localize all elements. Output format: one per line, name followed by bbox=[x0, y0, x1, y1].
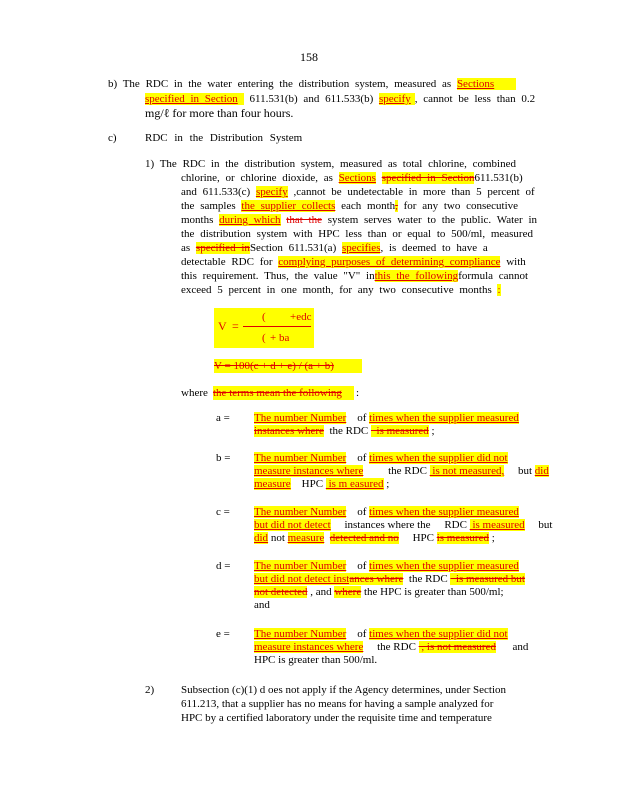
inserted-text: did bbox=[534, 465, 549, 477]
plain-text: the RDC bbox=[403, 573, 451, 585]
formula-struck: V = 100(c + d + e) / (a + b) bbox=[214, 359, 362, 373]
page-number: 158 bbox=[300, 50, 318, 64]
plain-text: the RDC bbox=[363, 465, 430, 477]
plain-text: and bbox=[495, 641, 529, 653]
b-tail: , cannot be less than 0.2 bbox=[414, 93, 536, 105]
c1-cite-1: 611.531(b) bbox=[474, 172, 523, 184]
inserted-text: The number Number bbox=[254, 452, 347, 464]
inserted-text: times when the supplier measured bbox=[369, 506, 519, 518]
c1-delete-specified-in: specified in bbox=[195, 242, 250, 254]
c1-line6: the distribution system with HPC less than or equal to 500/ml, measured bbox=[181, 228, 533, 240]
definition-key: e = bbox=[216, 628, 230, 640]
c1-detectable: detectable RDC for bbox=[181, 256, 273, 268]
where-label: where bbox=[181, 387, 208, 399]
inserted-text: times when the supplier did not bbox=[369, 628, 508, 640]
c1-cite-2: and 611.533(c) bbox=[181, 186, 251, 198]
plain-text bbox=[324, 532, 330, 544]
c1-with: with bbox=[506, 256, 526, 268]
plain-text: of bbox=[346, 452, 370, 464]
plain-text: ; bbox=[383, 478, 390, 490]
formula-denominator: + ba bbox=[270, 332, 290, 344]
c1-cite-3: Section 611.531(a) bbox=[249, 242, 337, 254]
inserted-text: but did not detect bbox=[254, 519, 331, 531]
definition-line bbox=[254, 598, 270, 612]
c1-line1: 1) The RDC in the distribution system, measured as total chlorine, combined bbox=[145, 158, 516, 170]
inserted-text: times when the supplier did not bbox=[369, 452, 508, 464]
plain-text: but bbox=[524, 519, 553, 531]
inserted-text: times when the supplier measured bbox=[369, 560, 519, 572]
plain-text: ; bbox=[428, 425, 435, 437]
plain-text: not bbox=[268, 532, 288, 544]
inserted-text: The number Number bbox=[254, 506, 347, 518]
c2-line3: HPC by a certified laboratory under the requisite time and temperature bbox=[181, 712, 492, 724]
inserted-text: The number Number bbox=[254, 412, 347, 424]
formula-equals: = bbox=[232, 319, 239, 333]
c1-line10: exceed 5 percent in one month, for any two consecutive months bbox=[181, 284, 492, 296]
c1-line7-tail: , is deemed to have a bbox=[380, 242, 488, 254]
plain-text: instances where the RDC bbox=[330, 519, 470, 531]
c1-line3-text: ,cannot be undetectable in more than 5 percent of bbox=[293, 186, 535, 198]
plain-text: HPC is greater than 500/ml. bbox=[254, 654, 378, 666]
plain-text: of bbox=[346, 628, 370, 640]
c1-delete-that: that the bbox=[286, 214, 322, 226]
formula-numerator: +edc bbox=[290, 311, 312, 323]
deleted-text: is measured but bbox=[450, 573, 525, 585]
deleted-text: is measured bbox=[436, 532, 489, 544]
deleted-text: is measured bbox=[371, 425, 429, 437]
c1-months: months bbox=[181, 214, 214, 226]
formula-fraction-bar bbox=[243, 326, 311, 327]
c1-colon: : bbox=[497, 284, 501, 296]
c1-insert-sections: Sections bbox=[338, 172, 376, 184]
c1-insert-following: this the following bbox=[374, 270, 459, 282]
c2-label: 2) bbox=[145, 684, 155, 696]
formula-numerator-open: ( bbox=[262, 311, 266, 323]
plain-text: but bbox=[504, 465, 535, 477]
c1-each-month: each month bbox=[341, 200, 396, 212]
deleted-text: not detected bbox=[254, 586, 308, 598]
c1-insert-during: during which bbox=[219, 214, 281, 226]
definition-line bbox=[254, 477, 389, 491]
section-c-heading: RDC in the Distribution System bbox=[145, 132, 303, 144]
b-insert-sections: Sections bbox=[457, 78, 516, 90]
c1-formula-cannot: formula cannot bbox=[458, 270, 529, 282]
definition-line bbox=[254, 640, 528, 654]
b-insert-specified: specified in Section bbox=[145, 93, 244, 105]
plain-text: HPC bbox=[398, 532, 437, 544]
deleted-text: detected and no bbox=[329, 532, 399, 544]
definition-key: b = bbox=[216, 452, 231, 464]
plain-text: ; bbox=[488, 532, 495, 544]
c1-as: as bbox=[181, 242, 191, 254]
section-c-label: c) bbox=[108, 132, 117, 144]
definition-line bbox=[254, 424, 435, 438]
inserted-text: The number Number bbox=[254, 628, 347, 640]
definition-line bbox=[254, 464, 549, 478]
inserted-text: times when the supplier measured bbox=[369, 412, 519, 424]
plain-text: and bbox=[254, 599, 270, 611]
formula-v: V bbox=[218, 319, 227, 333]
plain-text: HPC bbox=[290, 478, 326, 490]
inserted-text: is m easured bbox=[325, 478, 384, 490]
plain-text: of bbox=[346, 506, 370, 518]
where-colon: : bbox=[356, 387, 360, 399]
inserted-text: The number Number bbox=[254, 560, 347, 572]
c1-line2-text: chlorine, or chlorine dioxide, as bbox=[181, 172, 333, 184]
inserted-text: measure instances where bbox=[254, 465, 364, 477]
definition-line bbox=[254, 411, 519, 425]
deleted-text: where bbox=[334, 586, 362, 598]
deleted-text: instances where bbox=[254, 425, 324, 437]
inserted-text: measure instances where bbox=[254, 641, 364, 653]
definition-line bbox=[254, 585, 504, 599]
c1-insert-complying: complying purposes of determining compliance bbox=[278, 256, 501, 268]
definition-line bbox=[254, 572, 525, 586]
c1-line5-tail: system serves water to the public. Water in bbox=[327, 214, 538, 226]
definition-line bbox=[254, 505, 519, 519]
inserted-text: did bbox=[254, 532, 269, 544]
c1-line4-text: the samples bbox=[181, 200, 236, 212]
where-struck: the terms mean the following bbox=[213, 386, 354, 400]
plain-text: of bbox=[346, 412, 370, 424]
inserted-text: is measured bbox=[469, 519, 525, 531]
deleted-text: , is not measured bbox=[418, 641, 496, 653]
b-insert-specify: specify bbox=[379, 93, 415, 105]
definition-key: a = bbox=[216, 412, 230, 424]
c1-this-requirement: this requirement. Thus, the value "V" in bbox=[181, 270, 375, 282]
c1-insert-specifies: specifies bbox=[341, 242, 381, 254]
plain-text: the RDC bbox=[363, 641, 419, 653]
definition-key: d = bbox=[216, 560, 231, 572]
definition-line bbox=[254, 518, 552, 532]
inserted-text: but did not detect inst bbox=[254, 573, 350, 585]
c2-line2: 611.213, that a supplier has no means for having a sample analyzed for bbox=[181, 698, 494, 710]
plain-text: the HPC is greater than 500/ml; bbox=[361, 586, 504, 598]
definition-line bbox=[254, 559, 519, 573]
c1-insert-specify: specify bbox=[255, 186, 288, 198]
formula-denominator-open: ( bbox=[262, 332, 266, 344]
inserted-text: measure bbox=[254, 478, 291, 490]
b-line2: mg/ℓ for more than four hours. bbox=[145, 106, 294, 120]
b-citation: 611.531(b) and 611.533(b) bbox=[249, 93, 374, 105]
plain-text: , and bbox=[307, 586, 335, 598]
deleted-text: ances where bbox=[349, 573, 404, 585]
definition-key: c = bbox=[216, 506, 230, 518]
c2-line1: Subsection (c)(1) d oes not apply if the Agency determines, under Section bbox=[181, 684, 507, 696]
b-lead: b) The RDC in the water entering the distribution system, measured as bbox=[108, 78, 452, 90]
definition-line bbox=[254, 531, 495, 545]
c1-insert-supplier: the supplier collects bbox=[241, 200, 336, 212]
c1-delete-comma: , bbox=[395, 200, 398, 212]
plain-text: the RDC bbox=[323, 425, 372, 437]
c1-line4-tail: for any two consecutive bbox=[403, 200, 519, 212]
inserted-text: is not measured, bbox=[429, 465, 505, 477]
inserted-text: measure bbox=[287, 532, 325, 544]
definition-line bbox=[254, 627, 508, 641]
definition-line bbox=[254, 451, 508, 465]
plain-text: of bbox=[346, 560, 370, 572]
definition-line bbox=[254, 653, 377, 667]
c1-delete-specified: specified in Section bbox=[381, 172, 475, 184]
